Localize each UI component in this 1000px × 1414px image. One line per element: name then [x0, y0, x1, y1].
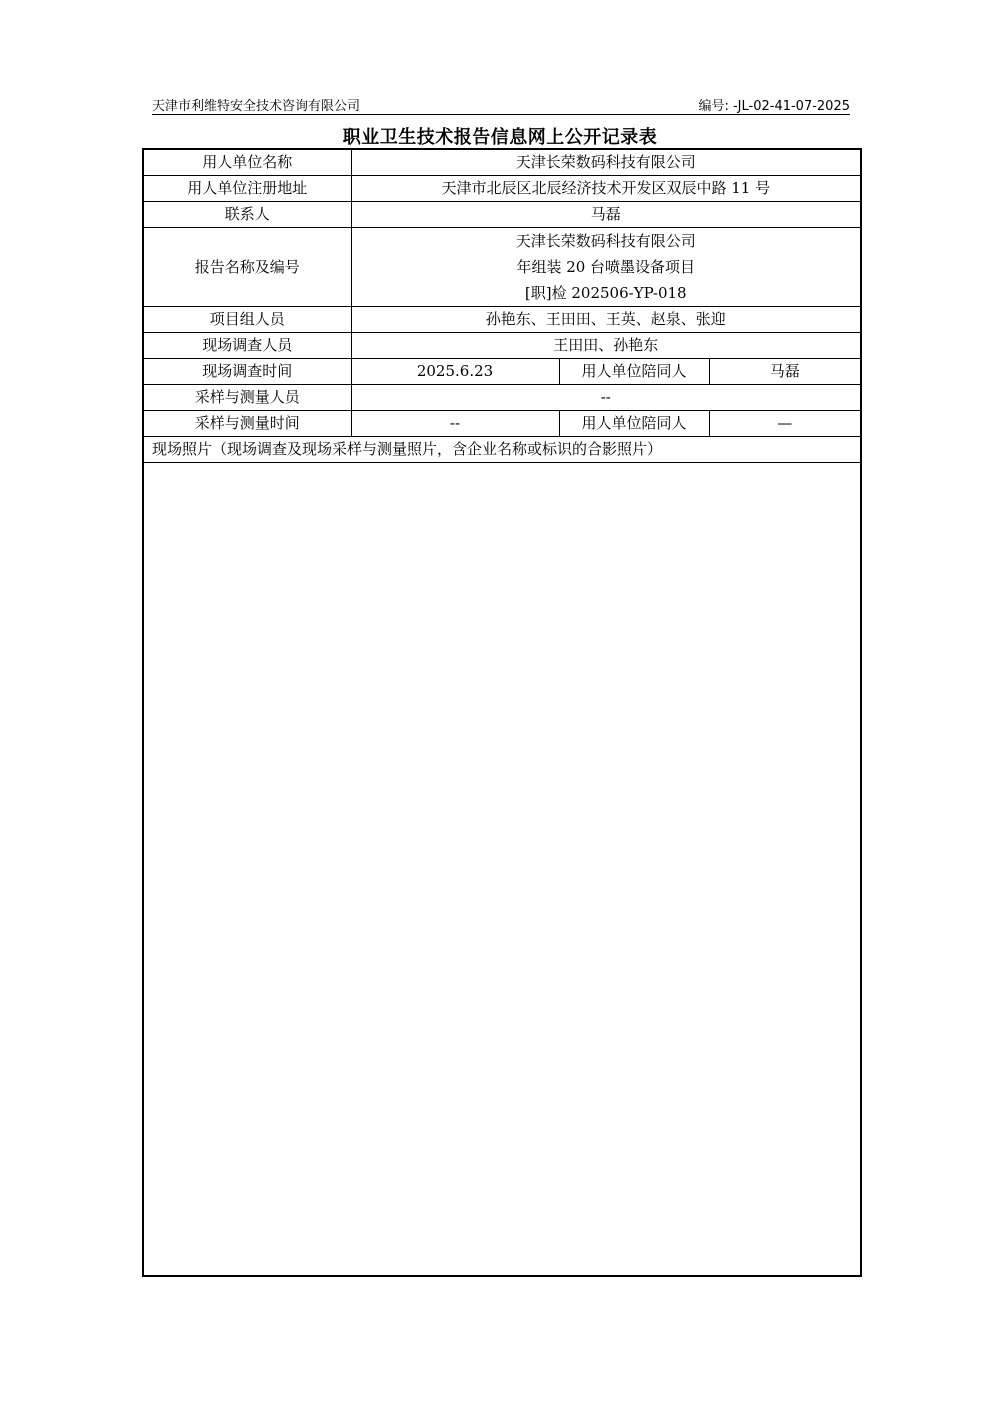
survey-companion-label: 用人单位陪同人	[559, 359, 709, 385]
row-survey-time	[143, 359, 861, 385]
row-sampling-staff	[143, 385, 861, 411]
unit-address-value: 天津市北辰区北辰经济技术开发区双辰中路 11 号	[351, 176, 861, 202]
row-survey-staff	[143, 333, 861, 359]
report-label: 报告名称及编号	[143, 228, 351, 307]
sampling-staff-label: 采样与测量人员	[143, 385, 351, 411]
report-line-company: 天津长荣数码科技有限公司	[515, 232, 696, 250]
unit-address-label: 用人单位注册地址	[143, 176, 351, 202]
unit-name-label: 用人单位名称	[143, 149, 351, 176]
survey-companion-value: 马磊	[709, 359, 861, 385]
row-report	[143, 228, 861, 307]
row-photos-header	[143, 437, 861, 463]
photos-area	[143, 463, 861, 1277]
sampling-time-value: --	[351, 411, 559, 437]
contact-value: 马磊	[351, 202, 861, 228]
team-value: 孙艳东、王田田、王英、赵泉、张迎	[351, 307, 861, 333]
sampling-companion-value: —	[709, 411, 861, 437]
sampling-staff-value: --	[351, 385, 861, 411]
photos-label: 现场照片（现场调查及现场采样与测量照片，含企业名称或标识的合影照片）	[143, 437, 861, 463]
header-company-name: 天津市利维特安全技术咨询有限公司	[152, 99, 361, 114]
survey-time-label: 现场调查时间	[143, 359, 351, 385]
survey-time-value: 2025.6.23	[351, 359, 559, 385]
contact-label: 联系人	[143, 202, 351, 228]
report-value	[351, 228, 861, 307]
document-title: 职业卫生技术报告信息网上公开记录表	[342, 127, 658, 148]
header-document-code: 编号: -JL-02-41-07-2025	[698, 99, 850, 114]
row-team	[143, 307, 861, 333]
report-line-project: 年组装 20 台喷墨设备项目	[516, 258, 696, 276]
row-unit-name	[143, 149, 861, 176]
page-header	[152, 94, 850, 115]
report-line-number: [职]检 202506-YP-018	[524, 284, 687, 302]
row-unit-address	[143, 176, 861, 202]
survey-staff-label: 现场调查人员	[143, 333, 351, 359]
team-label: 项目组人员	[143, 307, 351, 333]
row-contact	[143, 202, 861, 228]
unit-name-value: 天津长荣数码科技有限公司	[351, 149, 861, 176]
record-table	[142, 148, 862, 1277]
row-photos-area	[143, 463, 861, 1277]
row-sampling-time	[143, 411, 861, 437]
sampling-time-label: 采样与测量时间	[143, 411, 351, 437]
sampling-companion-label: 用人单位陪同人	[559, 411, 709, 437]
survey-staff-value: 王田田、孙艳东	[351, 333, 861, 359]
